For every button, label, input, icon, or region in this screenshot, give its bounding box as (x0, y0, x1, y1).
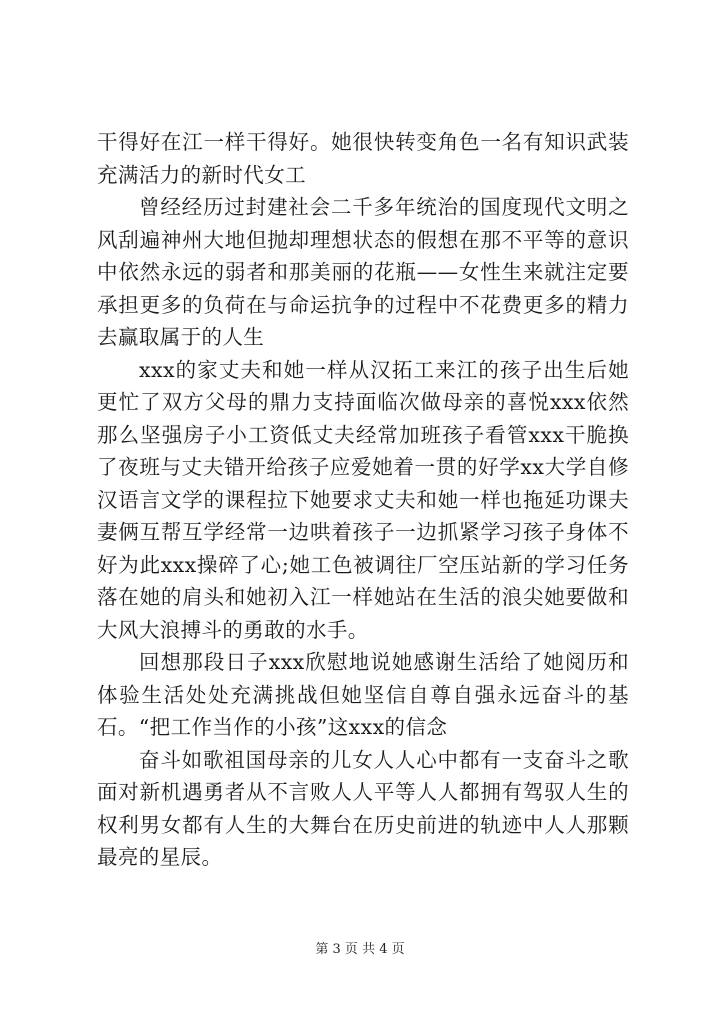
paragraph-2: 曾经经历过封建社会二千多年统治的国度现代文明之风刮遍神州大地但抛却理想状态的假想在那不平等的意识中依然永远的弱者和那美丽的花瓶——女性生来就注定要承担更多的负荷在与命运抗争的过程中不花费更多的精力去赢取属于的人生 (97, 195, 629, 349)
page-footer: 第 3 页 共 4 页 (315, 942, 405, 957)
document-body (97, 126, 629, 874)
paragraph-1: 干得好在江一样干得好。她很快转变角色一名有知识武装充满活力的新时代女工 (97, 130, 629, 187)
paragraph-3: xxx的家丈夫和她一样从汉拓工来江的孩子出生后她更忙了双方父母的鼎力支持面临次做母亲的喜悦xxx依然那么坚强房子小工资低丈夫经常加班孩子看管xxx干脆换了夜班与丈夫错开给孩子应爱她着一贯的好学xx大学自修汉语言文学的课程拉下她要求丈夫和她一样也拖延功课夫妻俩互帮互学经常一边哄着孩子一边抓紧学习孩子身体不好为此xxx操碎了心;她工色被调往厂空压站新的学习任务落在她的肩头和她初入江一样她站在生活的浪尖她要做和大风大浪搏斗的勇敢的水手。 (97, 357, 629, 642)
paragraph-5: 奋斗如歌祖国母亲的儿女人人心中都有一支奋斗之歌面对新机遇勇者从不言败人人平等人人都拥有驾驭人生的权利男女都有人生的大舞台在历史前进的轨迹中人人那颗最亮的星辰。 (97, 747, 629, 869)
paragraph-4: 回想那段日子xxx欣慰地说她感谢生活给了她阅历和体验生活处处充满挑战但她坚信自尊自强永远奋斗的基石。“把工作当作的小孩”这xxx的信念 (97, 650, 629, 739)
